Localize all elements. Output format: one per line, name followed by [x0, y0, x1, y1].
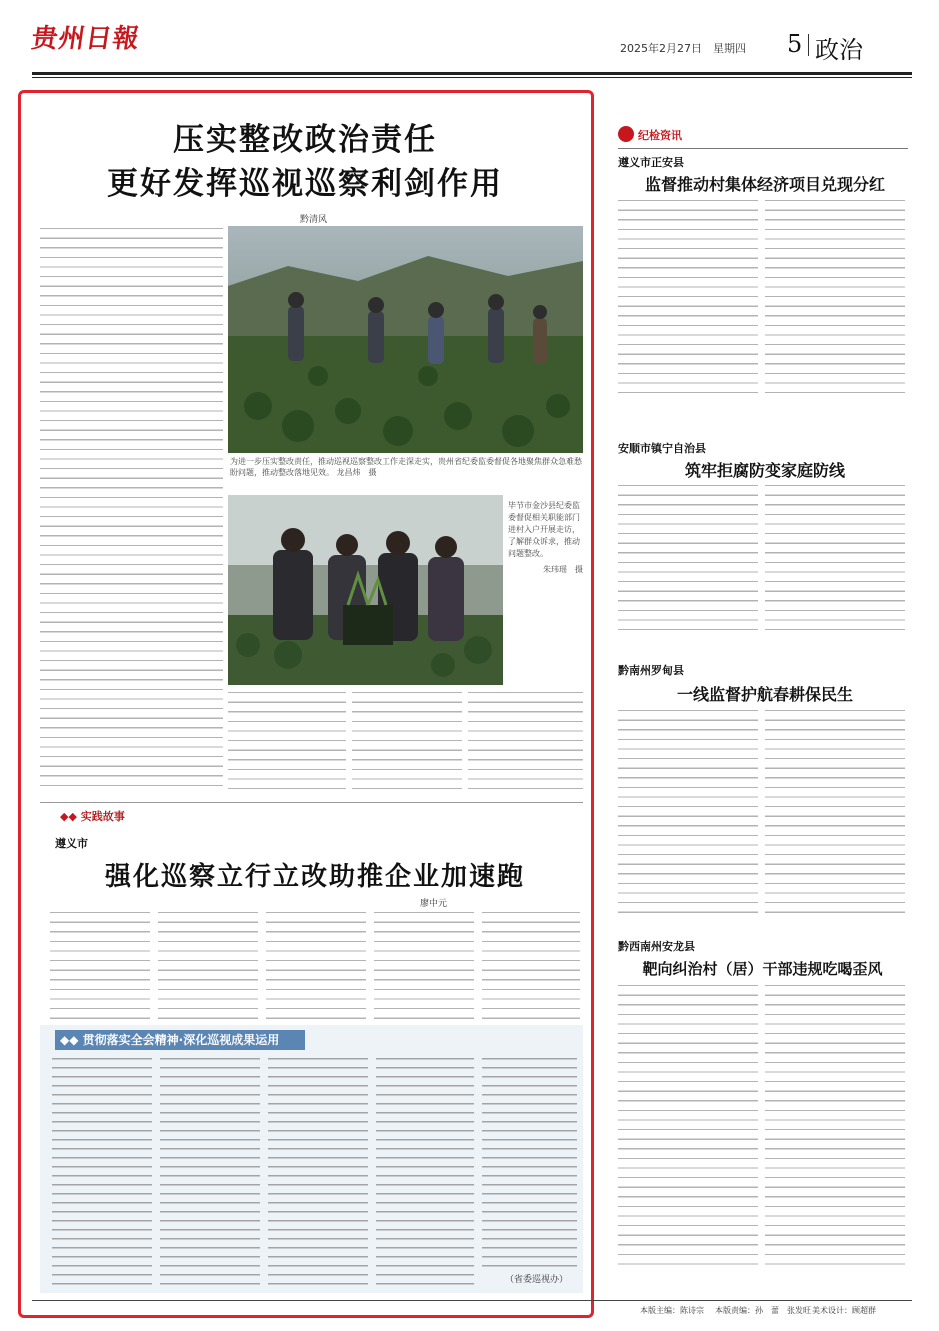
right-item-3-place: 黔南州罗甸县	[618, 664, 684, 677]
right-item-3-body-column-1	[618, 710, 758, 920]
banner-end-note: （省委巡视办）	[505, 1275, 569, 1285]
right-item-2-headline: 筑牢拒腐防变家庭防线	[684, 461, 845, 480]
column-tag: 纪检资讯	[638, 129, 682, 142]
right-item-1-body-column-1	[618, 200, 758, 398]
lead-headline-line2: 更好发挥巡视巡察利剑作用	[107, 166, 503, 202]
right-item-4-headline: 靶向纠治村（居）干部违规吃喝歪风	[642, 960, 883, 978]
right-item-3-headline: 一线监督护航春耕保民生	[676, 685, 853, 704]
page-number: 5	[787, 30, 803, 58]
lead-photo-2-credit: 朱玮瑶 摄	[543, 565, 583, 574]
footer-designer: 美术设计：顾超群	[812, 1306, 876, 1315]
footer-reviewer: 本版责编：孙 蕾 张发旺	[715, 1306, 811, 1315]
footer-editor: 本版主编：陈诗宗	[640, 1306, 704, 1315]
lead-byline: 黔清风	[300, 215, 328, 225]
right-item-1-body-column-2	[765, 200, 905, 398]
right-item-1-place: 遵义市正安县	[618, 156, 684, 169]
right-item-2-body-column-1	[618, 485, 758, 635]
highlight-frame	[18, 90, 594, 1318]
right-item-2-body-column-2	[765, 485, 905, 635]
masthead-divider	[808, 34, 809, 56]
practice-place: 遵义市	[55, 837, 88, 850]
right-item-4-place: 黔西南州安龙县	[618, 940, 695, 953]
practice-tag-label: 实践故事	[80, 810, 125, 823]
lead-photo-2-caption-text: 毕节市金沙县纪委监委督促相关职能部门进村入户开展走访，了解群众诉求，推动问题整改。	[508, 501, 580, 558]
issue-date: 2025年2月27日 星期四	[620, 42, 746, 55]
right-item-1-headline: 监督推动村集体经济项目兑现分红	[644, 175, 885, 194]
practice-byline: 廖中元	[420, 899, 448, 909]
section-title: 政治	[815, 36, 863, 64]
right-column-rule	[618, 148, 908, 149]
right-item-3-body-column-2	[765, 710, 905, 920]
column-tag-icon	[618, 126, 634, 142]
practice-tag-mark-icon: ◆◆	[60, 810, 81, 823]
lead-photo-1-caption-text: 为进一步压实整改责任，推动巡视巡察整改工作走深走实，贵州省纪委监委督促各地聚焦群众急难愁盼问题，推动整改落地见效。	[230, 457, 582, 477]
lead-photo-1-credit: 龙昌炜 摄	[336, 468, 377, 477]
right-item-2-place: 安顺市镇宁自治县	[618, 442, 706, 455]
banner-arrow-icon: ◆◆	[60, 1033, 83, 1047]
right-item-4-body-column-1	[618, 985, 758, 1265]
masthead-rule	[32, 72, 912, 75]
lead-headline-line1: 压实整改政治责任	[173, 122, 437, 158]
footer-rule	[32, 1300, 912, 1301]
newspaper-logo: 贵州日報	[29, 24, 142, 54]
banner-title-text: 贯彻落实全会精神·深化巡视成果运用	[82, 1033, 280, 1047]
masthead-rule-thin	[32, 77, 912, 78]
right-item-4-body-column-2	[765, 985, 905, 1265]
practice-headline: 强化巡察立行立改助推企业加速跑	[104, 862, 525, 892]
